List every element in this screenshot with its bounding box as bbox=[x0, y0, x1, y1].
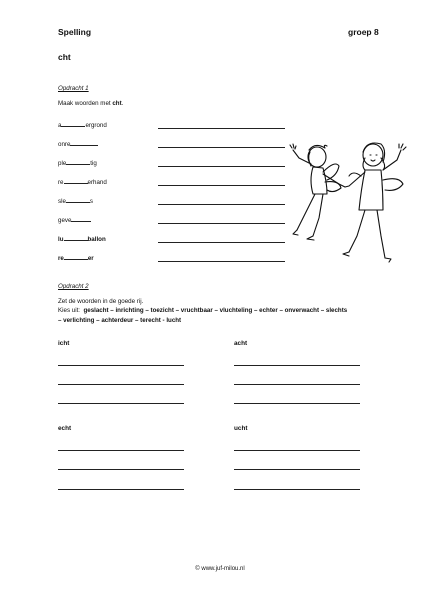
answer-line[interactable] bbox=[158, 185, 285, 186]
blank-field[interactable] bbox=[64, 253, 88, 260]
word-item-4: re erhand bbox=[58, 179, 107, 186]
answer-line[interactable] bbox=[158, 242, 285, 243]
answer-line[interactable] bbox=[58, 384, 184, 385]
footer-copyright: © www.juf-milou.nl bbox=[195, 566, 245, 572]
blank-field[interactable] bbox=[61, 120, 85, 127]
word-item-3: ple tig bbox=[58, 160, 97, 167]
answer-line[interactable] bbox=[234, 403, 360, 404]
subject-title: Spelling bbox=[58, 27, 92, 37]
answer-line[interactable] bbox=[158, 166, 285, 167]
assignment-2-title: Opdracht 2 bbox=[58, 283, 89, 290]
answer-line[interactable] bbox=[158, 223, 285, 224]
assignment-1-instruction: Maak woorden met cht. bbox=[58, 100, 124, 107]
group-label: groep 8 bbox=[348, 27, 379, 37]
assignment-1-title: Opdracht 1 bbox=[58, 85, 89, 92]
word-item-1: a ergrond bbox=[58, 122, 107, 129]
answer-line[interactable] bbox=[234, 469, 360, 470]
answer-line[interactable] bbox=[58, 365, 184, 366]
topic-title: cht bbox=[58, 52, 71, 62]
blank-field[interactable] bbox=[66, 196, 90, 203]
choose-label: Kies uit: bbox=[58, 307, 81, 314]
answer-line[interactable] bbox=[234, 384, 360, 385]
answer-line[interactable] bbox=[158, 261, 285, 262]
blank-field[interactable] bbox=[64, 177, 88, 184]
blank-field[interactable] bbox=[71, 215, 91, 222]
word-item-5: sle s bbox=[58, 198, 94, 205]
blank-field[interactable] bbox=[70, 139, 98, 146]
choices-line-1: geslacht – inrichting – toezicht – vruchtbaar – vluchteling – echter – onverwacht – slechts bbox=[83, 307, 348, 314]
answer-line[interactable] bbox=[158, 147, 285, 148]
answer-line[interactable] bbox=[58, 469, 184, 470]
choices-line-2: – verlichting – achterdeur – terecht - lucht bbox=[58, 317, 182, 324]
answer-line[interactable] bbox=[234, 365, 360, 366]
answer-line[interactable] bbox=[58, 450, 184, 451]
answer-line[interactable] bbox=[158, 204, 285, 205]
word-item-7: lu ballon bbox=[58, 236, 106, 243]
word-item-2: onre bbox=[58, 139, 98, 148]
word-item-6: geve bbox=[58, 215, 91, 224]
answer-line[interactable] bbox=[158, 128, 285, 129]
word-item-8: re er bbox=[58, 255, 94, 262]
blank-field[interactable] bbox=[64, 234, 88, 241]
answer-line[interactable] bbox=[234, 450, 360, 451]
column-title-acht: acht bbox=[234, 340, 248, 347]
column-title-icht: icht bbox=[58, 340, 70, 347]
two-children-dancing-illustration bbox=[287, 140, 412, 265]
answer-line[interactable] bbox=[234, 489, 360, 490]
word-choices bbox=[58, 307, 408, 314]
assignment-2-instruction: Zet de woorden in de goede rij. bbox=[58, 298, 144, 305]
column-title-ucht: ucht bbox=[234, 425, 248, 432]
blank-field[interactable] bbox=[66, 158, 90, 165]
answer-line[interactable] bbox=[58, 489, 184, 490]
column-title-echt: echt bbox=[58, 425, 72, 432]
answer-line[interactable] bbox=[58, 403, 184, 404]
